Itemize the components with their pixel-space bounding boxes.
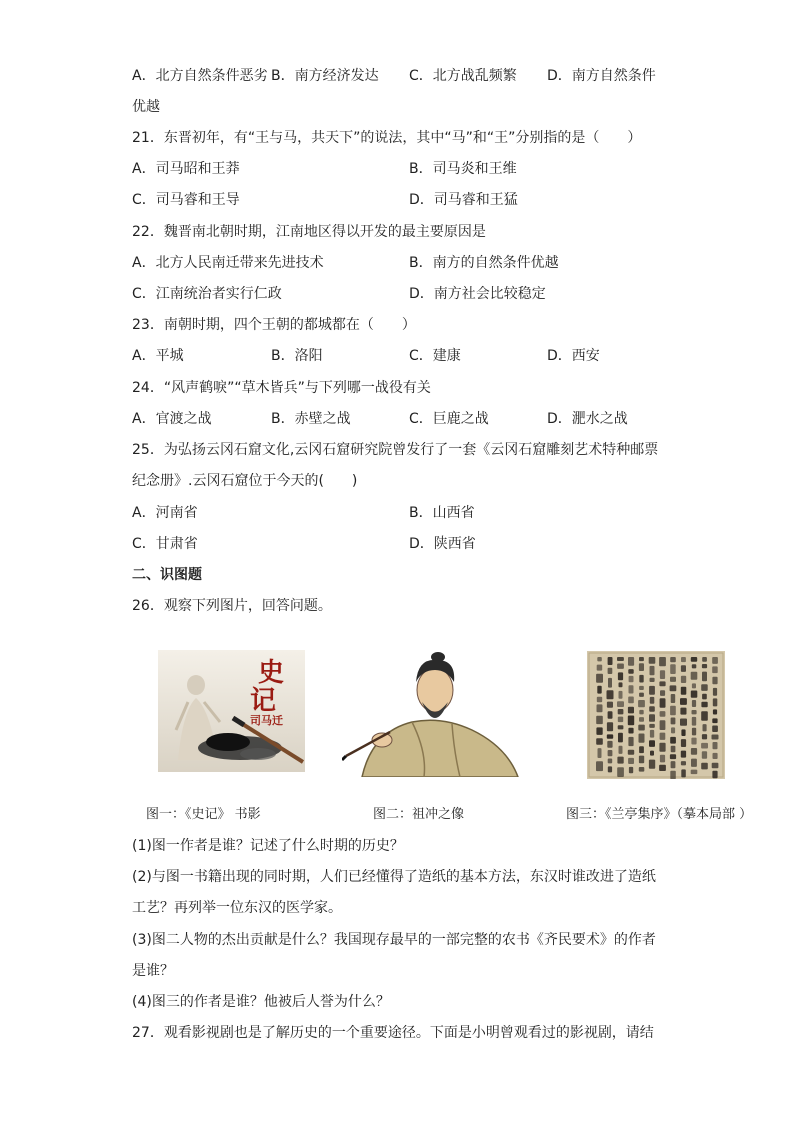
q25-stem-line1: 25．为弘扬云冈石窟文化,云冈石窟研究院曾发行了一套《云冈石窟雕刻艺术特种邮票 [132,442,659,458]
calligraphy-stroke [660,698,666,708]
calligraphy-stroke [628,669,633,674]
calligraphy-stroke [670,657,676,662]
calligraphy-stroke [596,674,603,683]
calligraphy-stroke [649,714,655,722]
zu-chongzhi-portrait [342,652,520,777]
calligraphy-stroke [681,687,687,695]
calligraphy-stroke [680,708,686,715]
q23-option-a: A．平城 [132,348,184,364]
calligraphy-stroke [650,678,655,682]
shiji-title-char-2: 记 [250,686,277,716]
calligraphy-illustration [587,651,725,779]
q25-option-b: B．山西省 [409,505,475,521]
calligraphy-stroke [659,657,666,666]
calligraphy-stroke [712,718,717,723]
shiji-title-char-1: 史 [258,658,285,688]
calligraphy-stroke [628,758,634,764]
calligraphy-stroke [659,681,665,686]
q22-stem: 22．魏晋南北朝时期，江南地区得以开发的最主要原因是 [132,224,486,240]
calligraphy-stroke [649,657,656,664]
calligraphy-stroke [607,734,613,738]
calligraphy-stroke [608,711,613,718]
calligraphy-stroke [619,691,623,699]
calligraphy-stroke [639,746,644,753]
q23-option-b: B．洛阳 [271,348,323,364]
calligraphy-stroke [608,766,612,772]
q26-sub-1: (1)图一作者是谁？记述了什么时期的历史？ [132,838,404,854]
calligraphy-stroke [681,676,686,683]
calligraphy-stroke [597,697,602,703]
calligraphy-stroke [691,738,696,745]
q21-option-b: B．司马炎和王维 [409,161,517,177]
q20-option-c: C．北方战乱频繁 [409,68,517,84]
q23-option-d: D．西安 [547,348,600,364]
calligraphy-stroke [681,657,686,662]
q25-option-d: D．陕西省 [409,536,476,552]
calligraphy-stroke [597,704,603,712]
calligraphy-stroke [650,730,654,738]
calligraphy-stroke [649,686,655,695]
q24-option-b: B．赤壁之战 [271,411,351,427]
calligraphy-stroke [607,690,614,699]
calligraphy-stroke [702,657,707,662]
q23-option-c: C．建康 [409,348,461,364]
calligraphy-stroke [701,702,707,708]
calligraphy-stroke [608,759,613,764]
calligraphy-stroke [596,738,603,744]
q22-option-d: D．南方社会比较稳定 [409,286,546,302]
calligraphy-stroke [639,767,645,772]
calligraphy-stroke [618,672,623,680]
q26-sub-2-line1: (2)与图一书籍出现的同时期，人们已经懂得了造纸的基本方法，东汉时谁改进了造纸 [132,869,656,885]
calligraphy-stroke [608,668,613,674]
q27-stem: 27．观看影视剧也是了解历史的一个重要途径。下面是小明曾观看过的影视剧，请结 [132,1025,654,1041]
calligraphy-stroke [691,672,698,680]
calligraphy-stroke [607,722,613,731]
q21-option-c: C．司马睿和王导 [132,192,240,208]
calligraphy-stroke [712,735,719,740]
calligraphy-stroke [638,700,645,707]
calligraphy-stroke [617,757,623,764]
q24-option-d: D．淝水之战 [547,411,628,427]
calligraphy-stroke [598,748,602,758]
calligraphy-stroke [671,746,676,752]
calligraphy-stroke [660,670,665,679]
calligraphy-stroke [618,733,623,743]
q21-option-a: A．司马昭和王莽 [132,161,240,177]
calligraphy-stroke [617,664,624,669]
shiji-author: 司马迁 [250,714,283,727]
calligraphy-stroke [597,665,603,671]
calligraphy-stroke [692,683,696,688]
q20-option-b: B．南方经济发达 [271,68,379,84]
calligraphy-stroke [702,751,707,759]
calligraphy-stroke [692,664,697,668]
calligraphy-stroke [681,729,685,736]
calligraphy-stroke [639,756,644,764]
calligraphy-stroke [649,706,655,712]
caption-figure-1: 图一：《史记》 书影 [146,807,261,822]
calligraphy-stroke [629,676,634,682]
calligraphy-stroke [597,686,601,694]
calligraphy-stroke [670,771,676,779]
calligraphy-stroke [619,682,623,687]
calligraphy-stroke [649,740,655,747]
calligraphy-stroke [670,706,676,715]
q25-option-a: A．河南省 [132,505,198,521]
calligraphy-stroke [671,718,676,725]
calligraphy-stroke [702,694,707,700]
calligraphy-stroke [660,720,666,730]
calligraphy-stroke [671,761,676,768]
calligraphy-stroke [701,684,708,691]
calligraphy-stroke [670,754,676,759]
calligraphy-stroke [650,697,655,704]
calligraphy-stroke [650,666,655,675]
calligraphy-stroke [628,697,634,704]
calligraphy-stroke [597,657,602,661]
zu-chongzhi-illustration [342,652,520,777]
calligraphy-stroke [703,724,707,731]
calligraphy-stroke [691,748,697,755]
calligraphy-stroke [608,750,613,756]
q24-option-c: C．巨鹿之战 [409,411,489,427]
calligraphy-stroke [608,678,612,688]
q25-stem-line2: 纪念册》.云冈石窟位于今天的( ) [132,473,358,489]
calligraphy-stroke [628,750,634,755]
calligraphy-stroke [702,734,707,739]
q22-option-a: A．北方人民南迁带来先进技术 [132,255,324,271]
calligraphy-stroke [712,657,718,664]
caption-figure-2: 图二：祖冲之像 [373,807,465,822]
calligraphy-stroke [713,709,717,714]
calligraphy-stroke [712,726,718,733]
calligraphy-stroke [618,717,623,723]
q26-stem: 26．观察下列图片，回答问题。 [132,598,332,614]
calligraphy-stroke [617,767,624,777]
q20-option-d: D．南方自然条件 [547,68,656,84]
calligraphy-stroke [712,666,718,673]
q24-option-a: A．官渡之战 [132,411,212,427]
calligraphy-stroke [638,725,645,731]
calligraphy-stroke [660,733,666,740]
calligraphy-stroke [681,761,686,765]
calligraphy-stroke [691,691,698,698]
q24-stem: 24．“风声鹤唳”“草木皆兵”与下列哪一战役有关 [132,380,431,396]
calligraphy-stroke [628,737,633,746]
calligraphy-stroke [681,751,686,758]
calligraphy-stroke [670,664,676,674]
lanting-xu-calligraphy [587,651,725,779]
calligraphy-stroke [691,657,697,662]
calligraphy-stroke [617,657,624,661]
calligraphy-stroke [670,677,676,682]
calligraphy-stroke [670,685,677,691]
q20-option-a: A．北方自然条件恶劣 [132,68,268,84]
calligraphy-stroke [628,707,634,714]
calligraphy-stroke [692,717,696,726]
q26-sub-4: (4)图三的作者是谁？他被后人誉为什么？ [132,994,390,1010]
calligraphy-stroke [671,694,676,703]
calligraphy-stroke [712,677,717,685]
calligraphy-stroke [639,693,644,697]
calligraphy-stroke [691,759,697,767]
q26-sub-3-line2: 是谁？ [132,963,174,979]
calligraphy-stroke [660,690,665,696]
calligraphy-stroke [660,755,665,763]
calligraphy-stroke [692,710,697,714]
calligraphy-stroke [639,675,643,683]
caption-figure-3: 图三：《兰亭集序》（摹本局部 ） [566,807,753,822]
calligraphy-stroke [670,737,676,744]
calligraphy-stroke [639,734,645,743]
q26-sub-3-line1: (3)图二人物的杰出贡献是什么？我国现存最早的一部完整的农书《齐民要术》的作者 [132,932,656,948]
calligraphy-stroke [659,743,665,752]
calligraphy-stroke [617,701,624,707]
calligraphy-stroke [628,657,634,666]
calligraphy-stroke [596,716,603,724]
calligraphy-stroke [712,771,717,779]
calligraphy-stroke [596,761,603,771]
q22-option-b: B．南方的自然条件优越 [409,255,559,271]
calligraphy-stroke [712,763,719,768]
calligraphy-stroke [607,702,613,708]
calligraphy-stroke [639,710,643,715]
calligraphy-stroke [659,765,666,771]
calligraphy-stroke [681,769,686,777]
q26-sub-2-line2: 工艺？再列举一位东汉的医学家。 [132,900,342,916]
calligraphy-stroke [649,724,655,728]
calligraphy-stroke [692,728,696,736]
calligraphy-stroke [713,688,717,696]
calligraphy-stroke [619,746,623,754]
calligraphy-stroke [639,657,644,661]
calligraphy-stroke [639,663,644,671]
calligraphy-stroke [608,657,613,665]
calligraphy-stroke [618,709,624,714]
calligraphy-stroke [691,770,698,775]
calligraphy-stroke [702,664,707,668]
calligraphy-stroke [701,711,708,721]
calligraphy-stroke [628,728,633,734]
calligraphy-stroke [701,763,708,770]
calligraphy-stroke [681,665,686,672]
calligraphy-stroke [713,698,718,706]
shiji-cover-image [158,650,305,772]
calligraphy-stroke [650,751,654,756]
calligraphy-stroke [639,686,644,690]
calligraphy-stroke [660,711,666,717]
calligraphy-stroke [596,727,602,735]
calligraphy-stroke [639,717,644,722]
calligraphy-stroke [629,685,634,693]
q20-option-d-wrap: 优越 [132,99,160,115]
q21-stem: 21．东晋初年，有“王与马，共天下”的说法，其中“马”和“王”分别指的是（ ） [132,130,642,146]
calligraphy-stroke [618,725,624,729]
q23-stem: 23．南朝时期，四个王朝的都城都在（ ） [132,317,416,333]
calligraphy-stroke [681,739,686,747]
calligraphy-stroke [671,727,675,733]
q21-option-d: D．司马睿和王猛 [409,192,518,208]
calligraphy-stroke [713,753,718,759]
q25-option-c: C．甘肃省 [132,536,198,552]
calligraphy-stroke [702,672,707,682]
calligraphy-stroke [680,698,687,705]
calligraphy-stroke [713,742,718,749]
calligraphy-stroke [607,741,612,748]
calligraphy-stroke [629,767,633,773]
calligraphy-stroke [680,719,687,726]
calligraphy-stroke [701,743,708,749]
section-title: 二、识图题 [132,567,202,583]
calligraphy-stroke [692,700,696,707]
calligraphy-stroke [649,760,655,769]
calligraphy-stroke [628,716,634,726]
q22-option-c: C．江南统治者实行仁政 [132,286,282,302]
